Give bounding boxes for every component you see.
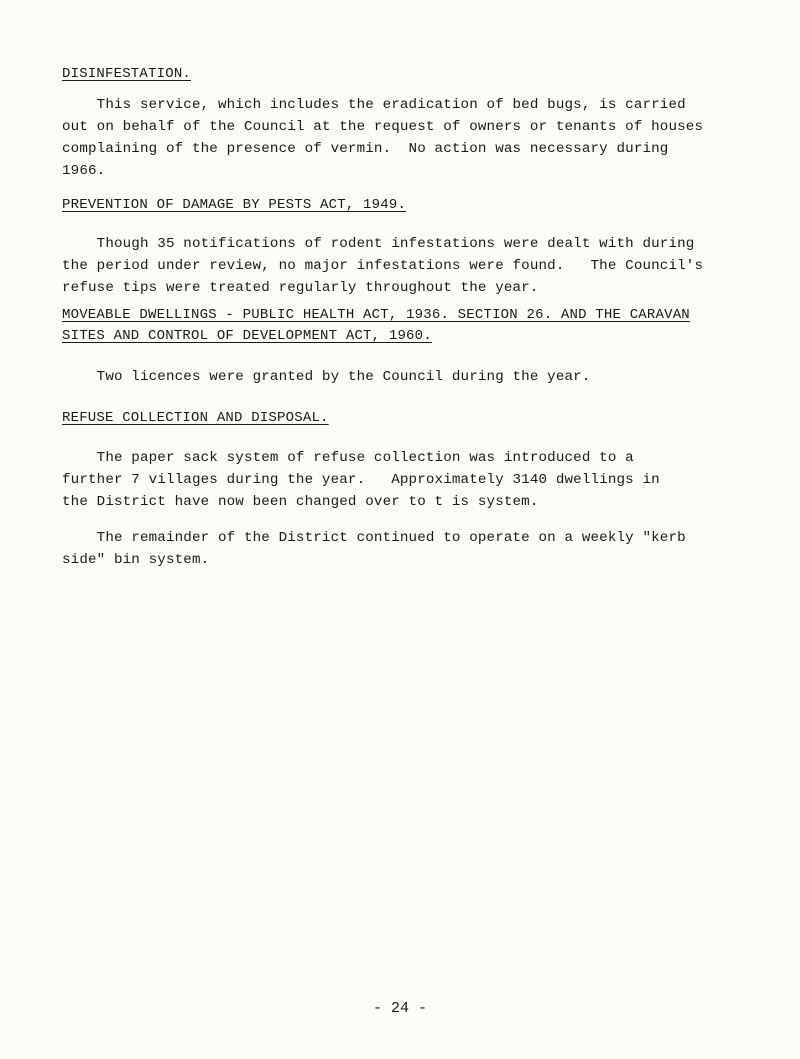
text-line: the period under review, no major infestations were found. The Council's: [62, 258, 704, 274]
paragraph-refuse-collection-1: [62, 447, 762, 513]
text-line: Though 35 notifications of rodent infestations were dealt with during: [62, 236, 695, 252]
text-line: 1966.: [62, 163, 106, 179]
text-line: refuse tips were treated regularly throughout the year.: [62, 280, 539, 296]
paragraph-disinfestation: [62, 94, 762, 182]
text-line: complaining of the presence of vermin. No action was necessary during: [62, 141, 669, 157]
text-line: The remainder of the District continued to operate on a weekly "kerb: [62, 530, 686, 546]
page-number: - 24 -: [372, 1000, 427, 1017]
heading-refuse-collection: REFUSE COLLECTION AND DISPOSAL.: [62, 410, 329, 426]
text-line: This service, which includes the eradication of bed bugs, is carried: [62, 97, 686, 113]
text-line: out on behalf of the Council at the request of owners or tenants of houses: [62, 119, 704, 135]
heading-prevention-of-damage: PREVENTION OF DAMAGE BY PESTS ACT, 1949.: [62, 197, 407, 213]
heading-disinfestation: DISINFESTATION.: [62, 66, 192, 82]
text-line: Two licences were granted by the Council during the year.: [62, 369, 591, 385]
paragraph-prevention-of-damage: [62, 233, 762, 299]
text-line: the District have now been changed over to t is system.: [62, 494, 539, 510]
text-line: side" bin system.: [62, 552, 210, 568]
heading-moveable-dwellings-line-1: MOVEABLE DWELLINGS - PUBLIC HEALTH ACT, 1936. SECTION 26. AND THE CARAVAN: [62, 307, 690, 323]
heading-moveable-dwellings-line-2: SITES AND CONTROL OF DEVELOPMENT ACT, 1960.: [62, 328, 432, 344]
text-line: further 7 villages during the year. Approximately 3140 dwellings in: [62, 472, 660, 488]
paragraph-moveable-dwellings: [62, 366, 762, 388]
paragraph-refuse-collection-2: [62, 527, 762, 571]
text-line: The paper sack system of refuse collection was introduced to a: [62, 450, 634, 466]
